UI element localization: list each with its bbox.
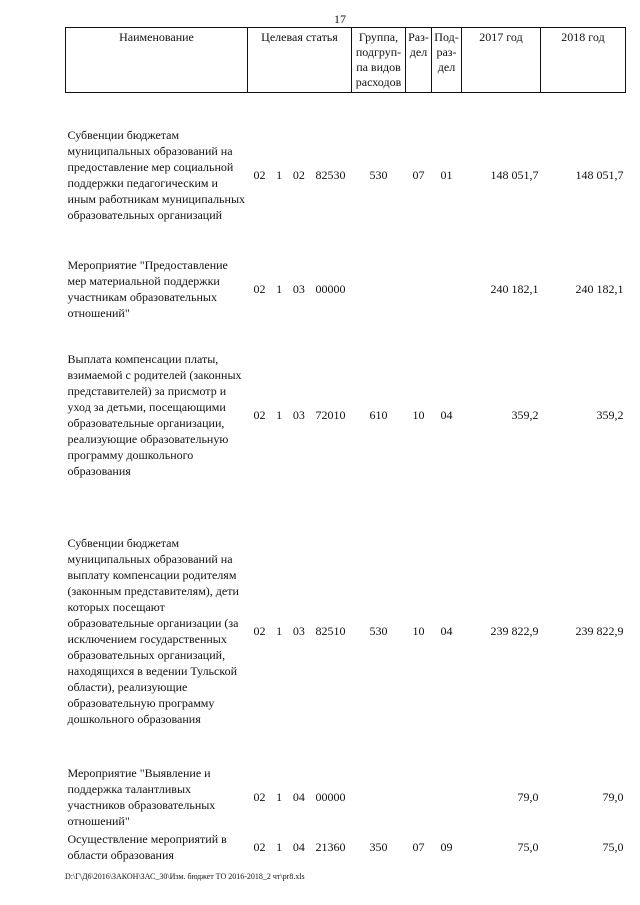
table-row — [66, 517, 626, 745]
row-2018: 79,0 — [602, 789, 624, 804]
row-subsection — [432, 257, 462, 321]
row-name: Мероприятие "Выявление и поддержка талантливых участников образовательных отношений" — [67, 765, 216, 828]
row-subsection — [432, 765, 462, 829]
row-2018: 239 822,9 — [575, 623, 624, 638]
target-code-direction: 72010 — [315, 407, 346, 422]
row-section — [406, 765, 432, 829]
target-code-subprogram: 1 — [276, 281, 283, 296]
target-code-subprogram: 1 — [276, 789, 283, 804]
target-code-subprogram: 1 — [276, 623, 283, 638]
row-name: Субвенции бюджетам муниципальных образований на предоставление мер социальной поддержки педагогическим и иным работникам муниципальных образовательных организаций — [67, 127, 246, 222]
target-code-program: 02 — [253, 407, 266, 422]
row-section: 07 — [412, 839, 425, 854]
target-code-subprogram: 1 — [276, 839, 283, 854]
row-subsection: 04 — [440, 623, 453, 638]
row-section: 07 — [412, 167, 425, 182]
row-2018: 240 182,1 — [575, 281, 624, 296]
table-row — [66, 119, 626, 231]
target-code-program: 02 — [253, 281, 266, 296]
row-section: 10 — [412, 407, 425, 422]
target-code-subprogram: 1 — [276, 407, 283, 422]
target-code-measure: 04 — [292, 839, 305, 854]
table-row — [66, 257, 626, 321]
row-name: Осуществление мероприятий в области образования — [67, 831, 227, 862]
budget-table — [65, 27, 626, 865]
row-subsection: 04 — [440, 407, 453, 422]
row-section — [406, 257, 432, 321]
table-row — [66, 351, 626, 479]
row-2017: 240 182,1 — [490, 281, 539, 296]
table-row — [66, 765, 626, 829]
row-2018: 148 051,7 — [575, 167, 624, 182]
row-2018: 75,0 — [602, 839, 624, 854]
row-group: 610 — [369, 407, 388, 422]
header-2018: 2018 год — [541, 28, 626, 93]
target-code-subprogram: 1 — [276, 167, 283, 182]
row-2017: 359,2 — [511, 407, 539, 422]
target-code-direction: 00000 — [315, 281, 346, 296]
row-group: 350 — [369, 839, 388, 854]
row-name: Субвенции бюджетам муниципальных образований на выплату компенсации родителям (законным представителям), дети которых посещают образовательные организации (за исключением государственных образовательных организаций, находящихся в ведении Тульской области), реализующие образовательную программу дошкольного образования — [67, 535, 239, 726]
row-section: 10 — [412, 623, 425, 638]
target-code-measure: 02 — [292, 167, 305, 182]
header-row — [66, 28, 626, 93]
row-2017: 148 051,7 — [490, 167, 539, 182]
row-group — [352, 257, 406, 321]
row-2017: 239 822,9 — [490, 623, 539, 638]
target-code-measure: 03 — [292, 407, 305, 422]
row-2018: 359,2 — [596, 407, 624, 422]
table-row — [66, 829, 626, 865]
target-code-direction: 00000 — [315, 789, 346, 804]
row-subsection: 09 — [440, 839, 453, 854]
target-code-program: 02 — [253, 839, 266, 854]
page-number: 17 — [334, 12, 346, 26]
row-name: Мероприятие "Предоставление мер материальной поддержки участникам образовательных отношений" — [67, 257, 228, 320]
header-name: Наименование — [66, 28, 248, 93]
header-target: Целевая статья — [248, 28, 352, 93]
row-subsection: 01 — [440, 167, 453, 182]
target-code-direction: 82510 — [315, 623, 346, 638]
row-group — [352, 765, 406, 829]
header-subsection: Под-раз-дел — [432, 28, 462, 93]
target-code-measure: 03 — [292, 281, 305, 296]
target-code-program: 02 — [253, 167, 266, 182]
header-section: Раз-дел — [406, 28, 432, 93]
target-code-program: 02 — [253, 789, 266, 804]
target-code-program: 02 — [253, 623, 266, 638]
row-group: 530 — [369, 623, 388, 638]
target-code-direction: 21360 — [315, 839, 346, 854]
row-2017: 75,0 — [517, 839, 539, 854]
target-code-measure: 04 — [292, 789, 305, 804]
target-code-direction: 82530 — [315, 167, 346, 182]
row-group: 530 — [369, 167, 388, 182]
header-2017: 2017 год — [462, 28, 541, 93]
header-group: Группа, подгруп-па видов расходов — [352, 28, 406, 93]
file-path-footer: D:\Г\Д6\2016\ЗАКОН\ЗАС_30\Изм. бюджет ТО 2016-2018_2 чт\pr8.xls — [65, 872, 305, 881]
row-2017: 79,0 — [517, 789, 539, 804]
row-name: Выплата компенсации платы, взимаемой с родителей (законных представителей) за присмотр и уход за детьми, посещающими образовательные организации, реализующие образовательную программу дошкольного образования — [67, 351, 242, 478]
target-code-measure: 03 — [292, 623, 305, 638]
